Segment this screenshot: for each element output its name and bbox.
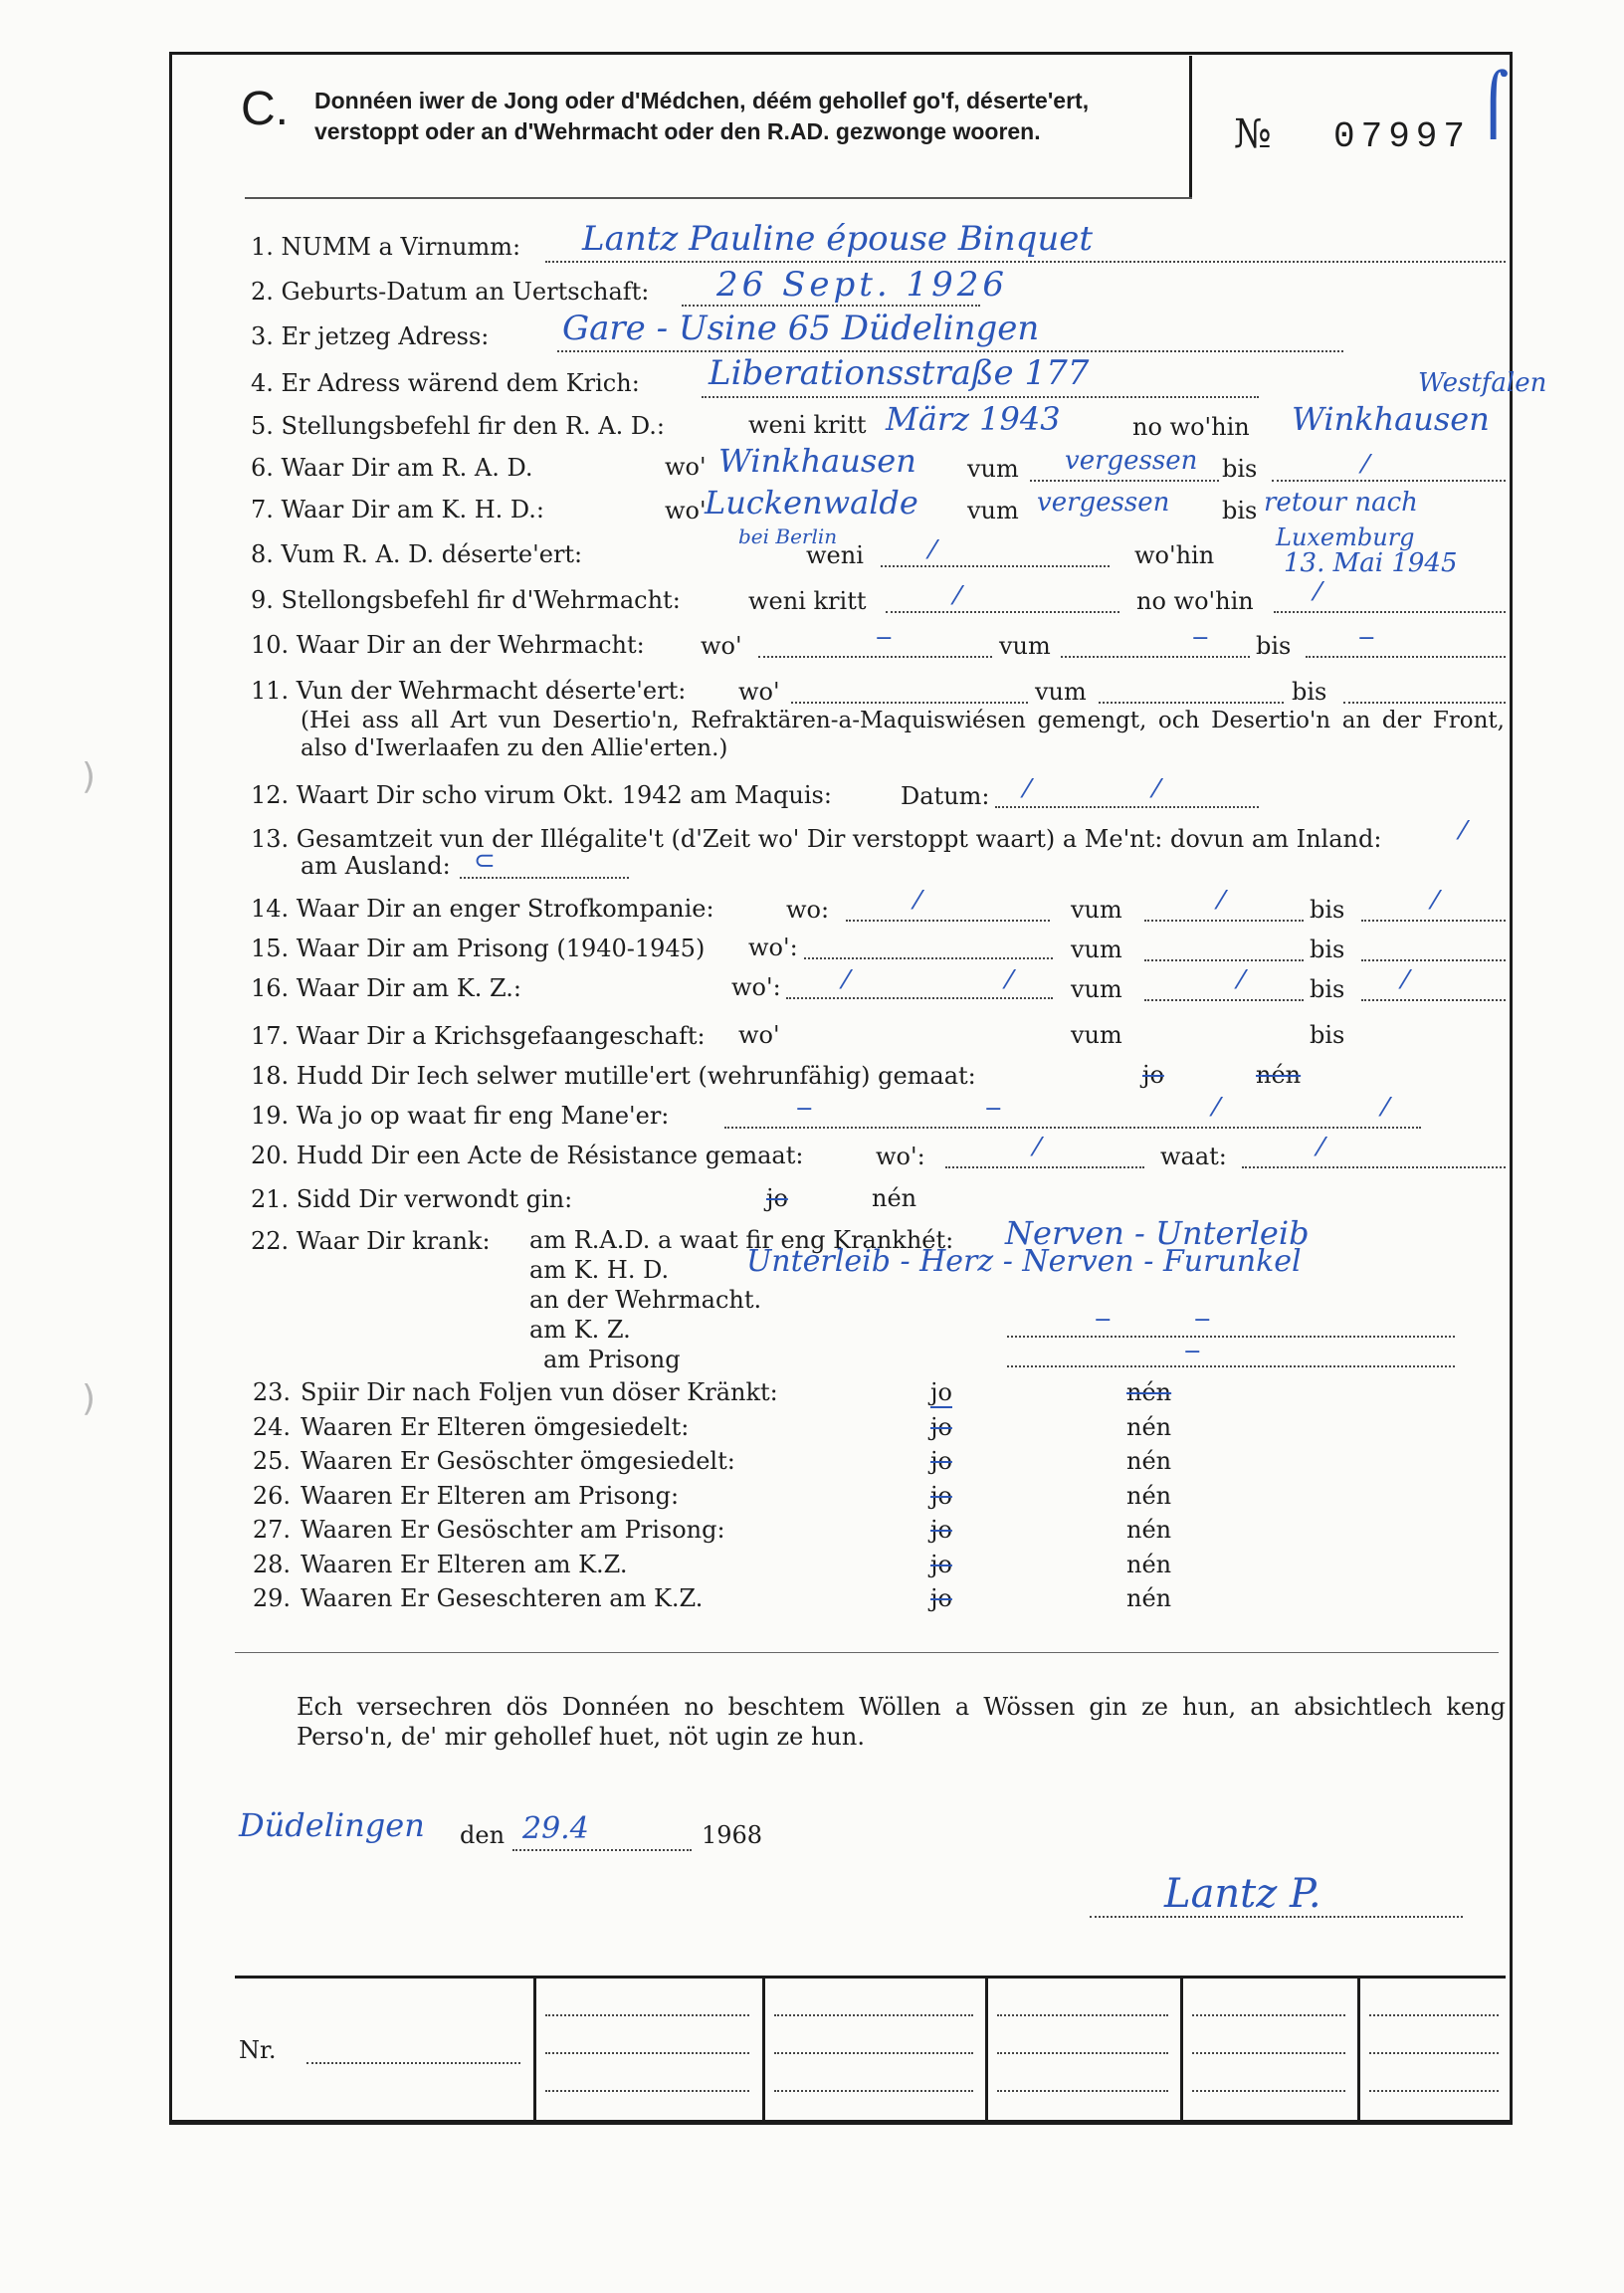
q14-vum-checkmark-icon: ⁄ xyxy=(1219,886,1224,916)
q12-label: 12. Waart Dir scho virum Okt. 1942 am Maquis: xyxy=(251,781,832,809)
q22-prisong-checkmark-icon: ‒ xyxy=(1184,1336,1201,1365)
answer-jo: jo xyxy=(930,1482,952,1510)
q6-vum-value: vergessen xyxy=(1065,446,1198,476)
q16-wo-checkmark-icon-2: ⁄ xyxy=(1007,965,1012,995)
footer-cell-line xyxy=(545,2090,749,2092)
q14-wo-checkmark-icon: ⁄ xyxy=(915,886,920,916)
answer-row xyxy=(239,1378,778,1406)
q7-label: 7. Waar Dir am K. H. D.: xyxy=(251,496,545,523)
answer-number: 23. xyxy=(252,1378,291,1406)
q20-wo-checkmark-icon: ⁄ xyxy=(1035,1133,1040,1162)
q16-wo-label: wo': xyxy=(731,973,781,1001)
q7-wo-value: Luckenwalde xyxy=(705,484,918,521)
footer-cell-line xyxy=(997,2014,1168,2016)
q4-label: 4. Er Adress wärend dem Krich: xyxy=(251,369,640,397)
q14-bis-line xyxy=(1361,920,1506,922)
q13-ausland-line xyxy=(460,877,629,879)
punch-hole-mark: ) xyxy=(82,1378,97,1419)
q12-checkmark-icon: ⁄ xyxy=(1025,774,1030,804)
answer-nen: nén xyxy=(1126,1413,1172,1441)
answer-number: 27. xyxy=(252,1516,291,1544)
q5-when-label: weni kritt xyxy=(748,411,867,439)
q13-ausland-checkmark-icon: ⊂ xyxy=(474,846,496,876)
q14-wo-line xyxy=(846,920,1050,922)
answer-jo: jo xyxy=(930,1378,952,1406)
q9-label: 9. Stellongsbefehl fir d'Wehrmacht: xyxy=(251,586,681,614)
q10-label: 10. Waar Dir an der Wehrmacht: xyxy=(251,631,645,659)
footer-cell-line xyxy=(1369,2052,1499,2054)
number-symbol: № xyxy=(1234,111,1272,157)
q7-vum-value: vergessen xyxy=(1037,488,1170,518)
footer-col-divider xyxy=(1357,1979,1360,2120)
q17-vum-label: vum xyxy=(1071,1021,1122,1049)
answer-number: 28. xyxy=(252,1551,291,1578)
footer-nr-label: Nr. xyxy=(239,2036,277,2064)
q10-wo-line xyxy=(758,656,992,658)
q17-label: 17. Waar Dir a Krichsgefaangeschaft: xyxy=(251,1022,706,1050)
q19-checkmark-icon-4: ⁄ xyxy=(1383,1093,1388,1123)
q6-label: 6. Waar Dir am R. A. D. xyxy=(251,454,533,482)
answer-row xyxy=(239,1551,628,1578)
q2-line xyxy=(682,305,980,307)
footer-cell-line xyxy=(1192,2090,1345,2092)
answer-nen: nén xyxy=(1126,1378,1172,1406)
q11-wo-label: wo' xyxy=(738,678,780,706)
footer-cell-line xyxy=(1369,2090,1499,2092)
answer-label: Waaren Er Gesöschter ömgesiedelt: xyxy=(301,1447,735,1475)
q4-value: Liberationsstraße 177 xyxy=(709,353,1090,393)
answer-row xyxy=(239,1447,735,1475)
q21-jo: jo xyxy=(766,1184,788,1212)
q6-wo-value: Winkhausen xyxy=(718,442,916,480)
form-title: Donnéen iwer de Jong oder d'Médchen, déém gehollef go'f, déserte'ert, verstoppt oder an d'Wehrmacht oder den R.AD. gezwonge wooren. xyxy=(314,88,1090,144)
footer-cell-line xyxy=(774,2090,973,2092)
answer-nen: nén xyxy=(1126,1447,1172,1475)
answer-row xyxy=(239,1482,679,1510)
q9-wohin-line xyxy=(1274,611,1506,613)
answer-label: Waaren Er Gesöschter am Prisong: xyxy=(301,1516,725,1544)
q9-weni-line xyxy=(886,611,1119,613)
q22-kz-checkmark-icon-2: ‒ xyxy=(1194,1304,1211,1334)
q10-wo-label: wo' xyxy=(701,632,742,660)
footer-col-divider xyxy=(1180,1979,1183,2120)
q15-label: 15. Waar Dir am Prisong (1940-1945) xyxy=(251,935,706,962)
answer-label: Waaren Er Elteren am Prisong: xyxy=(301,1482,680,1510)
q16-bis-label: bis xyxy=(1310,975,1345,1003)
q1-label: 1. NUMM a Virnumm: xyxy=(251,233,521,261)
signature: Lantz P. xyxy=(1164,1871,1321,1917)
q6-vum-label: vum xyxy=(967,455,1019,483)
q20-wo-line xyxy=(945,1166,1144,1168)
q22-label: 22. Waar Dir krank: xyxy=(251,1227,491,1255)
q11-bis-line xyxy=(1343,702,1506,704)
q2-value: 26 Sept. 1926 xyxy=(716,265,1009,305)
q22-kz-line xyxy=(1007,1336,1455,1338)
q14-vum-label: vum xyxy=(1071,896,1122,924)
q16-bis-checkmark-icon: ⁄ xyxy=(1403,965,1408,995)
signing-place: Düdelingen xyxy=(239,1806,425,1844)
q9-wohin-label: no wo'hin xyxy=(1136,587,1254,615)
q19-checkmark-icon-3: ⁄ xyxy=(1214,1093,1219,1123)
q12-datum-label: Datum: xyxy=(901,782,990,810)
q20-waat-label: waat: xyxy=(1160,1143,1227,1170)
q6-wo-label: wo' xyxy=(665,453,707,481)
q12-checkmark-icon-2: ⁄ xyxy=(1154,774,1159,804)
q11-vum-line xyxy=(1099,702,1284,704)
form-bottom-rule xyxy=(169,2120,1513,2125)
q5-where-value: Winkhausen xyxy=(1292,400,1490,438)
answer-label: Waaren Er Geseschteren am K.Z. xyxy=(301,1584,704,1612)
q15-vum-line xyxy=(1144,959,1304,961)
q3-value: Gare - Usine 65 Düdelingen xyxy=(562,309,1040,348)
q22-rad-value: Nerven - Unterleib xyxy=(1005,1214,1310,1252)
declaration-text: Ech versechren dös Donnéen no beschtem Wöllen a Wössen gin ze hun, an absichtlech keng Perso'n, de' mir gehollef huet, nöt ugin ze hun. xyxy=(297,1693,1506,1751)
q14-bis-checkmark-icon: ⁄ xyxy=(1433,886,1438,916)
q20-waat-checkmark-icon: ⁄ xyxy=(1319,1133,1323,1162)
q7-wo-note: bei Berlin xyxy=(738,524,838,548)
answer-row xyxy=(239,1413,689,1441)
footer-nr-line xyxy=(306,2062,520,2064)
q3-label: 3. Er jetzeg Adress: xyxy=(251,322,490,350)
q5-where-note: Westfalen xyxy=(1418,368,1547,398)
q14-label: 14. Waar Dir an enger Strofkompanie: xyxy=(251,895,714,923)
footer-col-divider xyxy=(762,1979,765,2120)
answer-jo: jo xyxy=(930,1516,952,1544)
q8-weni-line xyxy=(881,565,1110,567)
q7-bis-label: bis xyxy=(1222,497,1258,524)
q1-line xyxy=(545,261,1506,263)
q16-bis-line xyxy=(1361,999,1506,1001)
q21-nen: nén xyxy=(872,1184,917,1212)
q6-bis-line xyxy=(1272,480,1506,482)
q15-bis-line xyxy=(1361,959,1506,961)
q8-wohin-label: wo'hin xyxy=(1134,541,1215,569)
q13-label: 13. Gesamtzeit vun der Illégalite't (d'Zeit wo' Dir verstoppt waart) a Me'nt: dovun am Inland: xyxy=(251,825,1382,853)
section-letter: C. xyxy=(241,83,289,135)
q10-bis-checkmark-icon: ‒ xyxy=(1358,622,1375,652)
q19-checkmark-icon-2: ‒ xyxy=(985,1093,1002,1123)
q2-label: 2. Geburts-Datum an Uertschaft: xyxy=(251,278,650,306)
q9-weni-label: weni kritt xyxy=(748,587,867,615)
q9-weni-checkmark-icon: ⁄ xyxy=(955,581,960,611)
q8-label: 8. Vum R. A. D. déserte'ert: xyxy=(251,540,583,568)
q5-when-value: März 1943 xyxy=(886,400,1061,438)
q7-bis-value: retour nach xyxy=(1264,488,1418,518)
q11-bis-label: bis xyxy=(1292,678,1327,706)
footer-col-divider xyxy=(985,1979,988,2120)
form-number: 07997 xyxy=(1333,116,1472,157)
q13-inland-checkmark-icon: ⁄ xyxy=(1461,816,1466,846)
q8-wohin-value: Luxemburg xyxy=(1276,523,1415,551)
q10-bis-line xyxy=(1306,656,1506,658)
answer-label: Waaren Er Elteren ömgesiedelt: xyxy=(301,1413,690,1441)
q18-label: 18. Hudd Dir Iech selwer mutille'ert (wehrunfähig) gemaat: xyxy=(251,1062,976,1090)
q1-value: Lantz Pauline épouse Binquet xyxy=(582,219,1094,259)
q16-vum-checkmark-icon: ⁄ xyxy=(1239,965,1244,995)
q8-weni-checkmark-icon: ⁄ xyxy=(930,535,935,565)
q19-checkmark-icon: ‒ xyxy=(796,1093,813,1123)
q3-line xyxy=(557,350,1343,352)
q20-label: 20. Hudd Dir een Acte de Résistance gemaat: xyxy=(251,1142,804,1169)
q12-datum-line xyxy=(995,806,1259,808)
q10-bis-label: bis xyxy=(1256,632,1292,660)
q15-bis-label: bis xyxy=(1310,936,1345,963)
q22-khd-value: Unterleib - Herz - Nerven - Furunkel xyxy=(746,1244,1302,1279)
signing-year: 1968 xyxy=(702,1821,763,1849)
q8-date-value: 13. Mai 1945 xyxy=(1284,548,1458,578)
signing-date: 29.4 xyxy=(522,1811,589,1846)
signing-den: den xyxy=(460,1821,506,1849)
q11-label: 11. Vun der Wehrmacht déserte'ert: xyxy=(251,677,687,705)
q9-wohin-checkmark-icon: ⁄ xyxy=(1316,577,1320,607)
q16-label: 16. Waar Dir am K. Z.: xyxy=(251,974,521,1002)
q22-prisong-label: am Prisong xyxy=(543,1346,681,1373)
footer-cell-line xyxy=(997,2090,1168,2092)
q21-label: 21. Sidd Dir verwondt gin: xyxy=(251,1185,573,1213)
answer-jo: jo xyxy=(930,1447,952,1475)
q17-bis-label: bis xyxy=(1310,1021,1345,1049)
q22-khd-label: am K. H. D. xyxy=(529,1256,670,1284)
q18-jo: jo xyxy=(1142,1061,1164,1089)
footer-cell-line xyxy=(1369,2014,1499,2016)
q15-wo-line xyxy=(804,957,1053,959)
answer-jo: jo xyxy=(930,1413,952,1441)
q10-wo-checkmark-icon: ‒ xyxy=(876,622,893,652)
footer-cell-line xyxy=(1192,2052,1345,2054)
answer-jo: jo xyxy=(930,1551,952,1578)
q19-label: 19. Wa jo op waat fir eng Mane'er: xyxy=(251,1102,670,1130)
footer-cell-line xyxy=(545,2014,749,2016)
q15-vum-label: vum xyxy=(1071,936,1122,963)
answer-label: Spiir Dir nach Foljen vun döser Kränkt: xyxy=(301,1378,778,1406)
q11-vum-label: vum xyxy=(1035,678,1087,706)
answer-number: 25. xyxy=(252,1447,291,1475)
q15-wo-label: wo': xyxy=(748,934,798,961)
answer-nen: nén xyxy=(1126,1516,1172,1544)
answer-number: 24. xyxy=(252,1413,291,1441)
answer-row xyxy=(239,1516,725,1544)
q20-wo-label: wo': xyxy=(876,1143,925,1170)
q16-vum-line xyxy=(1144,999,1304,1001)
answer-jo: jo xyxy=(930,1584,952,1612)
q4-line xyxy=(702,396,1259,398)
q19-line xyxy=(724,1127,1421,1129)
signing-date-line xyxy=(512,1849,692,1851)
declaration-divider xyxy=(235,1652,1499,1653)
q14-wo-label: wo: xyxy=(786,896,830,924)
q6-vum-line xyxy=(1030,480,1219,482)
q11-note: (Hei ass all Art vun Desertio'n, Refraktären-a-Maquiswiésen gemengt, och Desertio'n an der Front, also d'Iwerlaafen zu den Allie'erten.) xyxy=(301,708,1505,761)
q7-vum-label: vum xyxy=(967,497,1019,524)
footer-cell-line xyxy=(774,2052,973,2054)
footer-cell-line xyxy=(1192,2014,1345,2016)
header-rule xyxy=(245,197,1192,199)
q22-rad-label: am R.A.D. a waat fir eng Krankhét: xyxy=(529,1226,954,1254)
q22-kz-label: am K. Z. xyxy=(529,1316,631,1344)
q16-wo-line xyxy=(786,997,1053,999)
header-divider xyxy=(1189,56,1192,197)
answer-label: Waaren Er Elteren am K.Z. xyxy=(301,1551,628,1578)
q5-label: 5. Stellungsbefehl fir den R. A. D.: xyxy=(251,412,665,440)
q18-nen: nén xyxy=(1256,1061,1302,1089)
q20-waat-line xyxy=(1242,1166,1506,1168)
footer-cell-line xyxy=(545,2052,749,2054)
answer-nen: nén xyxy=(1126,1551,1172,1578)
q11-wo-line xyxy=(791,702,1028,704)
q16-wo-checkmark-icon: ⁄ xyxy=(844,965,849,995)
q10-vum-line xyxy=(1061,656,1250,658)
q10-vum-checkmark-icon: ‒ xyxy=(1192,622,1209,652)
q17-wo-label: wo' xyxy=(738,1021,780,1049)
q14-bis-label: bis xyxy=(1310,896,1345,924)
q16-vum-label: vum xyxy=(1071,975,1122,1003)
answer-number: 26. xyxy=(252,1482,291,1510)
q10-vum-label: vum xyxy=(999,632,1051,660)
q6-bis-checkmark-icon: ⁄ xyxy=(1363,450,1368,480)
q22-kz-checkmark-icon: ‒ xyxy=(1095,1304,1112,1334)
footer-col-divider xyxy=(533,1979,536,2120)
answer-number: 29. xyxy=(252,1584,291,1612)
q5-where-label: no wo'hin xyxy=(1132,413,1250,441)
answer-nen: nén xyxy=(1126,1584,1172,1612)
margin-mark: ⌠ xyxy=(1478,70,1510,139)
footer-cell-line xyxy=(997,2052,1168,2054)
q22-wehrmacht-label: an der Wehrmacht. xyxy=(529,1286,762,1314)
footer-cell-line xyxy=(774,2014,973,2016)
q6-bis-label: bis xyxy=(1222,455,1258,483)
q7-wo-label: wo' xyxy=(665,497,707,524)
q14-vum-line xyxy=(1144,920,1304,922)
punch-hole-mark: ) xyxy=(82,756,97,797)
q22-prisong-line xyxy=(1007,1365,1455,1367)
footer-top-rule xyxy=(235,1976,1506,1979)
answer-row xyxy=(239,1584,703,1612)
answer-nen: nén xyxy=(1126,1482,1172,1510)
q8-weni-label: weni xyxy=(806,541,864,569)
q13-ausland-label: am Ausland: xyxy=(301,852,451,880)
